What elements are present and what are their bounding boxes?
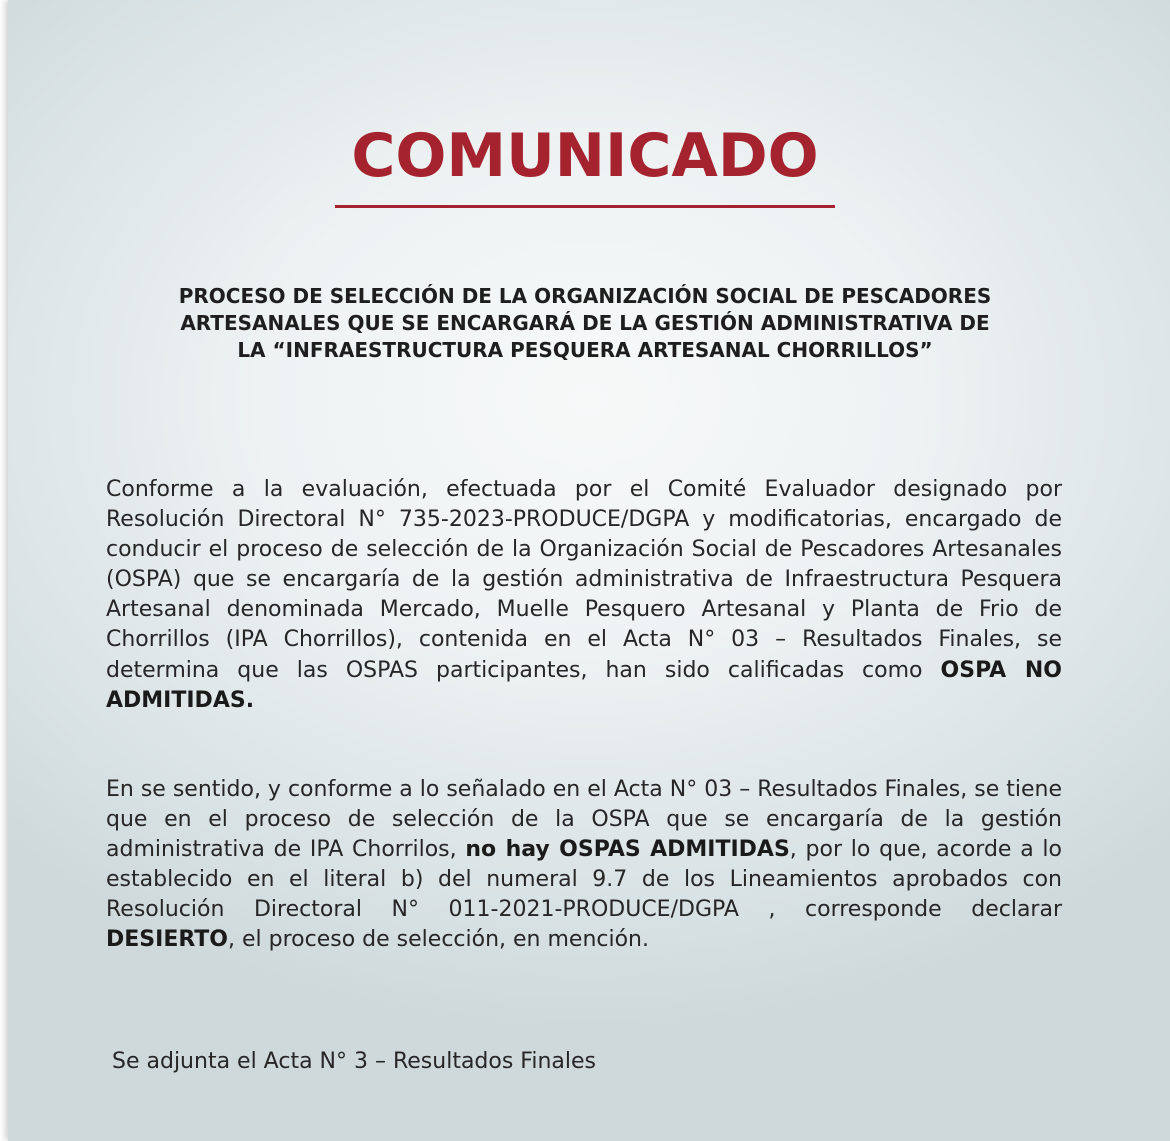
page-title: COMUNICADO bbox=[351, 121, 819, 191]
paragraph-1-bold: OSPA NO ADMITIDAS. bbox=[106, 657, 1063, 713]
paragraph-2-text-1: En se sentido, y conforme a lo señalado en el Acta N° 03 – Resultados Finales, se tiene que en el proceso de selección de la OSPA que se encargaría de la gestión administrativa de IPA Chorrilos, bbox=[106, 777, 1062, 863]
body-paragraph-1 bbox=[106, 475, 1062, 716]
paragraph-1-text: Conforme a la evaluación, efectuada por el Comité Evaluador designado por Resolución Directoral N° 735-2023-PRODUCE/DGPA y modificatorias, encargado de conducir el proceso de selección de la Organización Social de Pescadores Artesanales (OSPA) que se encargaría de la gestión administrativa de Infraestructura Pesquera Artesanal denominada Mercado, Muelle Pesquero Artesanal y Planta de Frio de Chorrillos (IPA Chorrillos), contenida en el Acta N° 03 – Resultados Finales, se determina que las OSPAS participantes, han sido calificadas como bbox=[106, 477, 1062, 683]
paragraph-2-bold-2: DESIERTO bbox=[106, 927, 229, 953]
body-paragraph-2 bbox=[106, 775, 1062, 956]
subtitle-line-2: ARTESANALES QUE SE ENCARGARÁ DE LA GESTIÓN ADMINISTRATIVA DE bbox=[180, 311, 990, 335]
subtitle bbox=[100, 283, 1070, 364]
title-underline bbox=[335, 205, 835, 208]
subtitle-line-3: LA “INFRAESTRUCTURA PESQUERA ARTESANAL CHORRILLOS” bbox=[237, 338, 933, 362]
subtitle-line-1: PROCESO DE SELECCIÓN DE LA ORGANIZACIÓN SOCIAL DE PESCADORES bbox=[178, 284, 992, 308]
paragraph-2-text-2: , por lo que, acorde a lo establecido en el literal b) del numeral 9.7 de los Lineamientos aprobados con Resolución Directoral N° 011-2021-PRODUCE/DGPA , corresponde declarar bbox=[106, 837, 1062, 923]
paragraph-2-bold-1: no hay OSPAS ADMITIDAS bbox=[465, 837, 790, 863]
paragraph-2-text-3: , el proceso de selección, en mención. bbox=[228, 927, 649, 953]
attachment-note: Se adjunta el Acta N° 3 – Resultados Finales bbox=[112, 1049, 597, 1074]
